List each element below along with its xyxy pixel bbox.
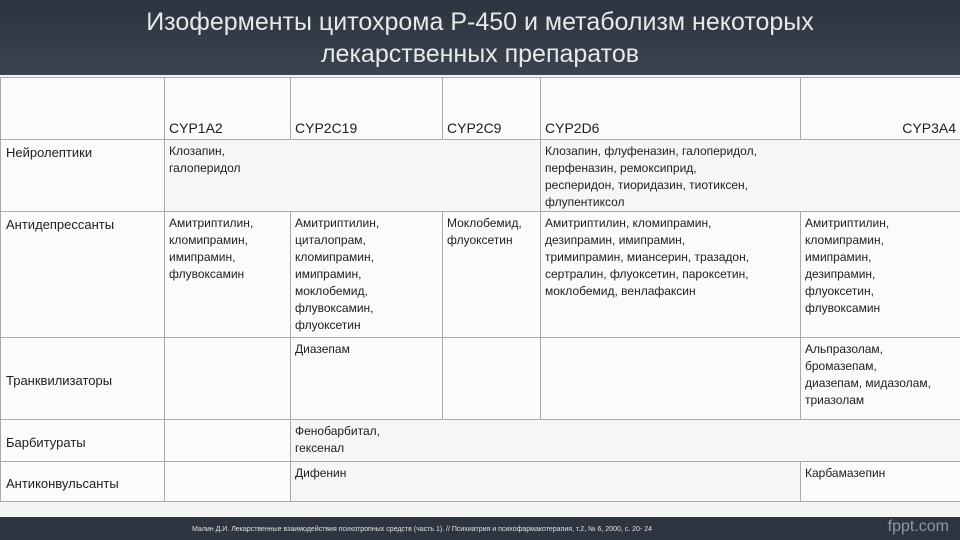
header-row [1, 78, 960, 140]
table-row [1, 420, 960, 462]
title-line-1: Изоферменты цитохрома P-450 и метаболизм некоторых [146, 8, 814, 36]
cell-cyp2d6 [541, 338, 801, 420]
table-row [1, 338, 960, 420]
cell-cyp1a2: Амитриптилин, кломипрамин, имипрамин, флувоксамин [165, 212, 291, 338]
cell-cyp2c19: Амитриптилин, циталопрам, кломипрамин, имипрамин, моклобемид, флувоксамин, флуоксетин [291, 212, 443, 338]
cell-cyp2c19: Дифенин [291, 462, 801, 502]
cell-cyp3a4: Альпразолам, бромазепам, диазепам, мидазолам, триазолам [801, 338, 960, 420]
row-label: Антиконвульсанты [1, 462, 165, 502]
title-line-2: лекарственных препаратов [320, 40, 640, 68]
cell-cyp1a2 [165, 462, 291, 502]
header-cyp2c19: CYP2C19 [291, 78, 443, 140]
header-cyp2d6: CYP2D6 [541, 78, 801, 140]
table-row [1, 462, 960, 502]
table-row [1, 140, 960, 212]
row-label: Барбитураты [1, 420, 165, 462]
cell-cyp2c19: Диазепам [291, 338, 443, 420]
cell-cyp2c9: Моклобемид, флуоксетин [443, 212, 541, 338]
header-cyp3a4: CYP3A4 [801, 78, 960, 140]
cell-cyp1a2 [165, 338, 291, 420]
citation-text: Малин Д.И. Лекарственные взаимодействия психотропных средств (часть 1). // Психиатрия и психофармакотерапия, т.2, № 6, 2000, с. 20- 24 [192, 526, 653, 533]
header-corner [1, 78, 165, 140]
row-label: Антидепрессанты [1, 212, 165, 338]
table-row [1, 212, 960, 338]
cell-cyp3a4: Амитриптилин, кломипрамин, имипрамин, дезипрамин, флуоксетин, флувоксамин [801, 212, 960, 338]
cell-cyp2c9 [443, 338, 541, 420]
brand-watermark: fppt.com [887, 518, 949, 535]
row-label: Транквилизаторы [1, 338, 165, 420]
header-cyp2c9: CYP2C9 [443, 78, 541, 140]
cell-cyp1a2: Клозапин, галоперидол [165, 140, 541, 212]
cell-cyp2d6: Клозапин, флуфеназин, галоперидол, перфеназин, ремоксиприд, респеридон, тиоридазин, тиотиксен, флупентиксол [541, 140, 960, 212]
cell-cyp3a4: Карбамазепин [801, 462, 960, 502]
isoenzyme-table [0, 77, 960, 502]
slide-title [0, 6, 960, 70]
row-label: Нейролептики [1, 140, 165, 212]
cell-cyp1a2 [165, 420, 291, 462]
header-cyp1a2: CYP1A2 [165, 78, 291, 140]
cell-cyp2c19: Фенобарбитал, гексенал [291, 420, 960, 462]
cell-cyp2d6: Амитриптилин, кломипрамин, дезипрамин, имипрамин, тримипрамин, миансерин, тразадон, сертралин, флуоксетин, пароксетин, моклобемид, венлафаксин [541, 212, 801, 338]
